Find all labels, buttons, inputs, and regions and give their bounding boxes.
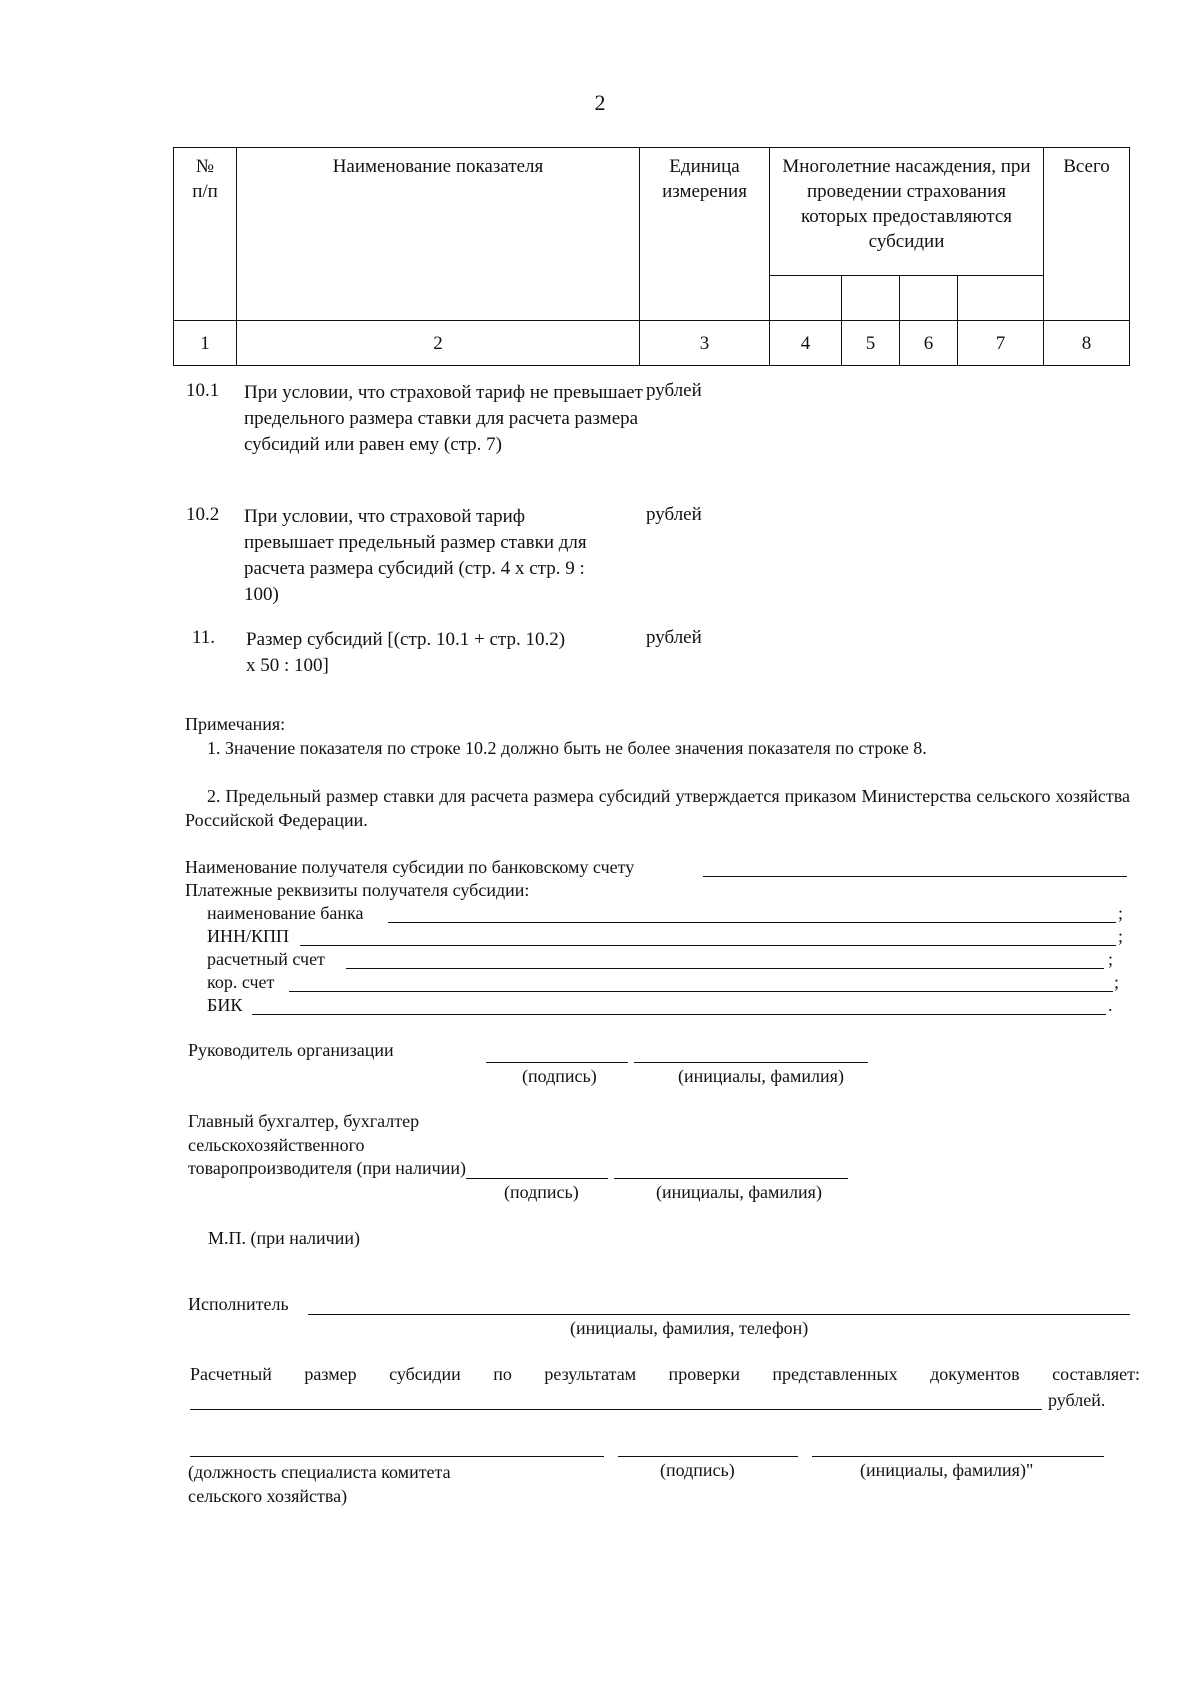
kor-label: кор. счет [207,972,275,992]
header-unit: Единица измерения [640,148,770,321]
col-number: 5 [842,321,900,366]
notes-title: Примечания: [185,714,286,734]
col-number: 2 [237,321,640,366]
note-1: 1. Значение показателя по строке 10.2 должно быть не более значения показателя по строке 8. [207,738,927,758]
signature-line [466,1178,608,1179]
signature-line [486,1062,628,1063]
header-plants: Многолетние насаждения, при проведении страхования которых предоставляются субсидии [770,148,1044,276]
inn-label: ИНН/КПП [207,926,290,946]
bank-line [388,922,1116,923]
row-number: 10.1 [186,380,220,401]
row-unit: рублей [646,504,702,525]
row-text: Размер субсидий [(стр. 10.1 + стр. 10.2) х 50 : 100] [246,629,566,676]
row-unit: рублей [646,627,702,648]
recipient-line [703,876,1127,877]
inn-line [300,945,1116,946]
calc-suffix: рублей. [1048,1390,1106,1410]
semicolon: ; [1118,926,1124,946]
executor-line [308,1314,1130,1315]
executor-caption: (инициалы, фамилия, телефон) [570,1318,809,1338]
initials-caption: (инициалы, фамилия)" [860,1460,1034,1480]
initials-caption: (инициалы, фамилия) [678,1066,844,1086]
row-number: 11. [192,627,216,648]
position-caption: (должность специалиста комитета сельского хозяйства) [188,1462,451,1506]
col-number: 4 [770,321,842,366]
semicolon: ; [1118,903,1124,923]
col-number: 3 [640,321,770,366]
sub-col-5 [842,276,900,321]
row-text: При условии, что страховой тариф не превышает предельного размера ставки для расчета размера субсидий или равен ему (стр. 7) [244,382,643,455]
signature-caption: (подпись) [522,1066,597,1086]
header-num: № п/п [174,148,237,321]
col-number: 6 [900,321,958,366]
period: . [1108,995,1113,1015]
initials-line [634,1062,868,1063]
recipient-label: Наименование получателя субсидии по банковскому счету [185,857,635,877]
header-name: Наименование показателя [237,148,640,321]
bik-label: БИК [207,995,243,1015]
sub-col-7 [958,276,1044,321]
initials-line [812,1456,1104,1457]
sub-col-6 [900,276,958,321]
account-line [346,968,1104,969]
calc-text: Расчетный размер субсидии по результатам проверки представленных документов составляет: [190,1364,1140,1384]
col-number: 7 [958,321,1044,366]
kor-line [289,991,1113,992]
header-total: Всего [1044,148,1130,321]
accountant-label: Главный бухгалтер, бухгалтер сельскохозяйственного товаропроизводителя (при наличии) [188,1111,466,1178]
bik-line [252,1014,1106,1015]
indicator-table [173,147,1130,366]
note-2: 2. Предельный размер ставки для расчета размера субсидий утверждается приказом Министерства сельского хозяйства Российской Федерации. [185,786,1130,830]
payment-title: Платежные реквизиты получателя субсидии: [185,880,530,900]
row-text: При условии, что страховой тариф превышает предельный размер ставки для расчета размера субсидий (стр. 4 х стр. 9 : 100) [244,506,587,605]
position-line [190,1456,604,1457]
account-label: расчетный счет [207,949,325,969]
head-label: Руководитель организации [188,1040,394,1060]
row-unit: рублей [646,380,702,401]
calc-line [190,1409,1042,1410]
executor-label: Исполнитель [188,1294,289,1314]
signature-caption: (подпись) [660,1460,735,1480]
col-number: 1 [174,321,237,366]
initials-line [614,1178,848,1179]
page-number: 2 [594,90,606,115]
signature-line [618,1456,798,1457]
sub-col-4 [770,276,842,321]
stamp-label: М.П. (при наличии) [208,1228,360,1248]
initials-caption: (инициалы, фамилия) [656,1182,822,1202]
col-number: 8 [1044,321,1130,366]
bank-label: наименование банка [207,903,364,923]
semicolon: ; [1114,972,1120,992]
semicolon: ; [1108,949,1114,969]
signature-caption: (подпись) [504,1182,579,1202]
row-number: 10.2 [186,504,220,525]
